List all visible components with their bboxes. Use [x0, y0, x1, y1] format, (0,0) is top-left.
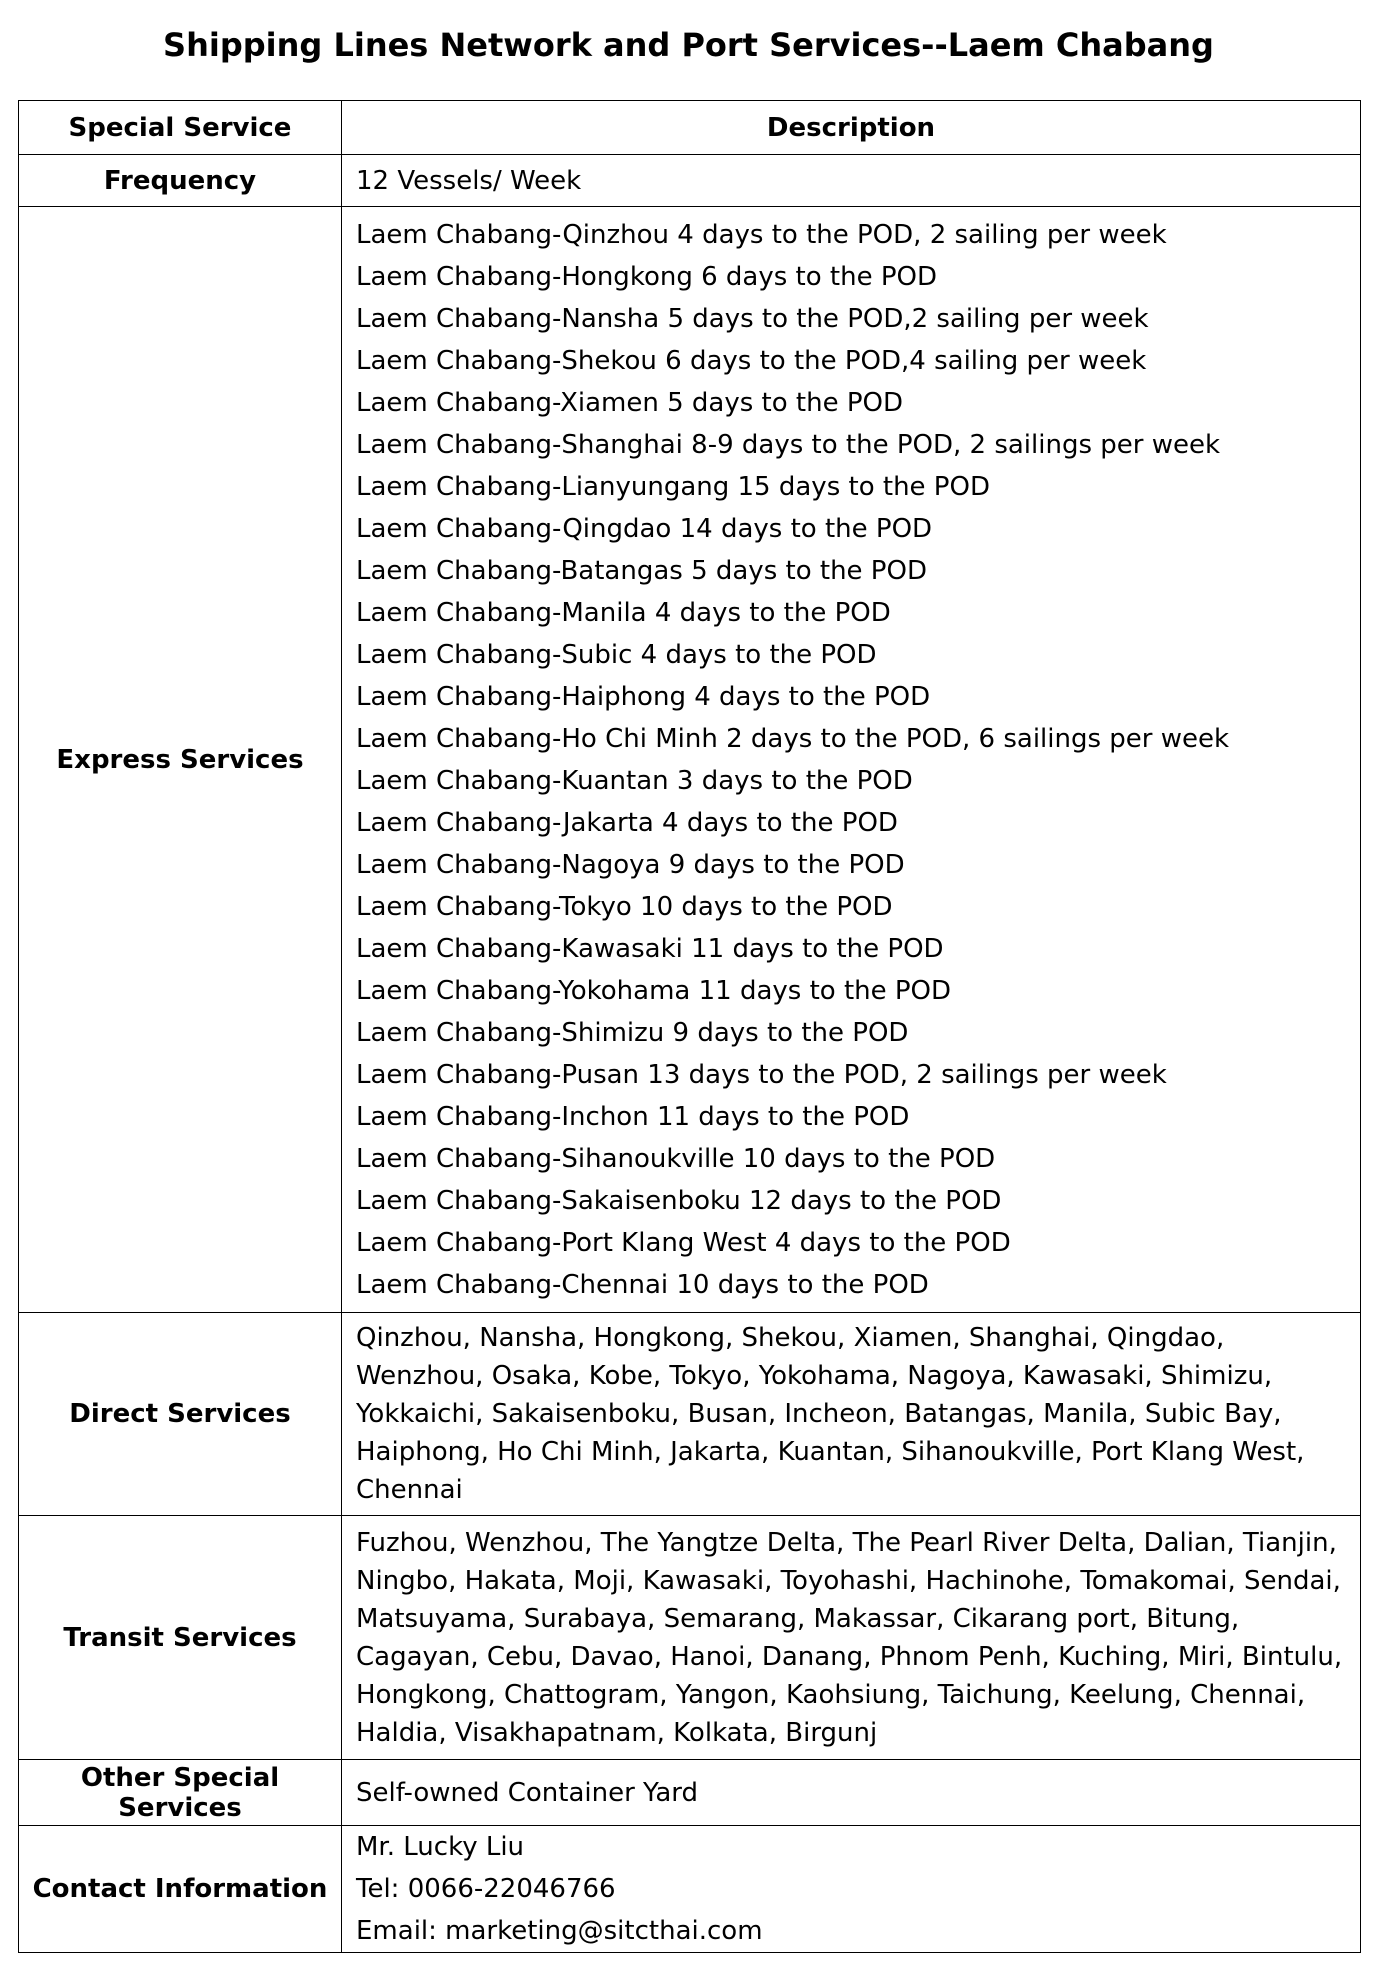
express-line: Laem Chabang-Nagoya 9 days to the POD	[356, 849, 905, 880]
table-row-direct	[19, 1313, 1361, 1516]
frequency-label: Frequency	[19, 155, 342, 207]
express-line: Laem Chabang-Shimizu 9 days to the POD	[356, 1017, 909, 1048]
express-line: Laem Chabang-Lianyungang 15 days to the POD	[356, 471, 990, 502]
table-row-other	[19, 1760, 1361, 1826]
express-line: Laem Chabang-Chennai 10 days to the POD	[356, 1269, 929, 1300]
frequency-value: 12 Vessels/ Week	[342, 155, 1361, 207]
express-line: Laem Chabang-Jakarta 4 days to the POD	[356, 807, 898, 838]
express-line: Laem Chabang-Tokyo 10 days to the POD	[356, 891, 893, 922]
table-header-row	[19, 101, 1361, 155]
table-row-transit	[19, 1516, 1361, 1760]
header-description: Description	[342, 101, 1361, 155]
express-line: Laem Chabang-Sakaisenboku 12 days to the POD	[356, 1185, 1002, 1216]
express-line: Laem Chabang-Subic 4 days to the POD	[356, 639, 877, 670]
contact-label: Contact Information	[19, 1826, 342, 1953]
table-row-express	[19, 207, 1361, 1313]
express-line: Laem Chabang-Qinzhou 4 days to the POD, 2 sailing per week	[356, 219, 1167, 250]
express-line: Laem Chabang-Batangas 5 days to the POD	[356, 555, 927, 586]
express-line: Laem Chabang-Sihanoukville 10 days to the POD	[356, 1143, 996, 1174]
express-line: Laem Chabang-Ho Chi Minh 2 days to the POD, 6 sailings per week	[356, 723, 1230, 754]
contact-name: Mr. Lucky Liu	[356, 1832, 525, 1862]
express-line: Laem Chabang-Haiphong 4 days to the POD	[356, 681, 931, 712]
other-value: Self-owned Container Yard	[342, 1760, 1361, 1826]
express-line: Laem Chabang-Xiamen 5 days to the POD	[356, 387, 904, 418]
contact-email[interactable]: Email: marketing@sitcthai.com	[356, 1916, 763, 1946]
express-line: Laem Chabang-Port Klang West 4 days to the POD	[356, 1227, 1011, 1258]
transit-ports: Fuzhou, Wenzhou, The Yangtze Delta, The Pearl River Delta, Dalian, Tianjin, Ningbo, Hakata, Moji, Kawasaki, Toyohashi, Hachinohe, Tomakomai, Sendai, Matsuyama, Surabaya, Semarang, Makassar, Cikarang port, Bitung, Cagayan, Cebu, Davao, Hanoi, Danang, Phnom Penh, Kuching, Miri, Bintulu, Hongkong, Chattogram, Yangon, Kaohsiung, Taichung, Keelung, Chennai, Haldia, Visakhapatnam, Kolkata, Birgunj	[356, 1527, 1343, 1748]
express-list	[342, 207, 1361, 1313]
express-line: Laem Chabang-Pusan 13 days to the POD, 2 sailings per week	[356, 1059, 1167, 1090]
transit-label: Transit Services	[19, 1516, 342, 1760]
express-line: Laem Chabang-Manila 4 days to the POD	[356, 597, 891, 628]
express-line: Laem Chabang-Shekou 6 days to the POD,4 sailing per week	[356, 345, 1147, 376]
contact-tel: Tel: 0066-22046766	[356, 1874, 616, 1904]
table-row-contact	[19, 1826, 1361, 1953]
header-special-service: Special Service	[19, 101, 342, 155]
express-line: Laem Chabang-Qingdao 14 days to the POD	[356, 513, 933, 544]
express-label: Express Services	[19, 207, 342, 1313]
express-line: Laem Chabang-Kawasaki 11 days to the POD	[356, 933, 944, 964]
page-title: Shipping Lines Network and Port Services--Laem Chabang	[163, 26, 1214, 64]
table-row-frequency	[19, 155, 1361, 207]
direct-ports: Qinzhou, Nansha, Hongkong, Shekou, Xiamen, Shanghai, Qingdao, Wenzhou, Osaka, Kobe, Tokyo, Yokohama, Nagoya, Kawasaki, Shimizu, Yokkaichi, Sakaisenboku, Busan, Incheon, Batangas, Manila, Subic Bay, Haiphong, Ho Chi Minh, Jakarta, Kuantan, Sihanoukville, Port Klang West, Chennai	[356, 1323, 1305, 1505]
express-line: Laem Chabang-Yokohama 11 days to the POD	[356, 975, 952, 1006]
other-label: Other Special Services	[19, 1760, 342, 1826]
express-line: Laem Chabang-Nansha 5 days to the POD,2 sailing per week	[356, 303, 1149, 334]
express-line: Laem Chabang-Inchon 11 days to the POD	[356, 1101, 910, 1132]
express-line: Laem Chabang-Kuantan 3 days to the POD	[356, 765, 913, 796]
services-table	[18, 100, 1361, 1953]
express-line: Laem Chabang-Shanghai 8-9 days to the POD, 2 sailings per week	[356, 429, 1221, 460]
direct-label: Direct Services	[19, 1313, 342, 1516]
express-line: Laem Chabang-Hongkong 6 days to the POD	[356, 261, 938, 292]
